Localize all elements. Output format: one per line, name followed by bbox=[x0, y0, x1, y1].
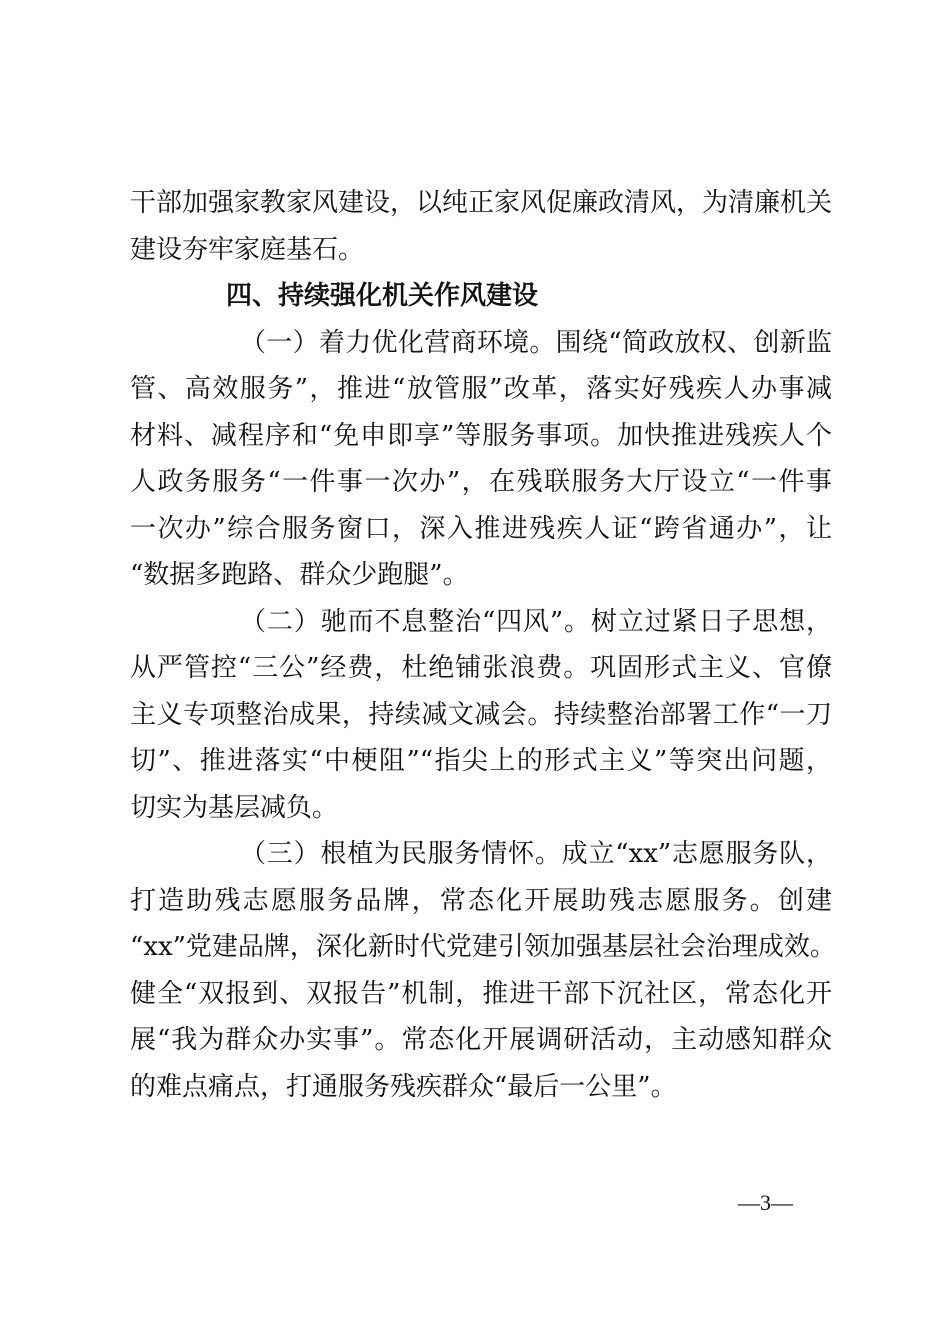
text-line: （一）着力优化营商环境。围绕“简政放权、创新监 bbox=[240, 327, 832, 358]
paragraph bbox=[130, 599, 832, 832]
text-line: “xx”党建品牌，深化新时代党建引领加强基层社会治理成效。 bbox=[130, 932, 836, 962]
text-line: 从严管控“三公”经费，杜绝铺张浪费。巩固形式主义、官僚 bbox=[130, 653, 832, 683]
paragraph bbox=[130, 180, 832, 273]
text-line: 主义专项整治成果，持续减文减会。持续整治部署工作“一刀 bbox=[130, 699, 832, 730]
text-line: 人政务服务“一件事一次办”，在残联服务大厅设立“一件事 bbox=[130, 467, 832, 497]
text-line: （二）驰而不息整治“四风”。树立过紧日子思想， bbox=[240, 606, 832, 637]
text-line: 建设夯牢家庭基石。 bbox=[130, 234, 365, 265]
text-line: 管、高效服务”，推进“放管服”改革，落实好残疾人办事减 bbox=[130, 374, 832, 404]
text-line: 一次办”综合服务窗口，深入推进残疾人证“跨省通办”，让 bbox=[130, 513, 832, 544]
text-line: 打造助残志愿服务品牌，常态化开展助残志愿服务。创建 bbox=[130, 885, 832, 916]
text-line: （三）根植为民服务情怀。成立“xx”志愿服务队， bbox=[240, 839, 832, 869]
document-body bbox=[130, 180, 836, 1110]
page-number: —3— bbox=[738, 1190, 793, 1215]
text-line: 切”、推进落实“中梗阻”“指尖上的形式主义”等突出问题， bbox=[130, 746, 832, 776]
text-line: 健全“双报到、双报告”机制，推进干部下沉社区，常态化开 bbox=[130, 978, 832, 1009]
text-line: 材料、减程序和“免申即享”等服务事项。加快推进残疾人个 bbox=[130, 420, 832, 451]
paragraph bbox=[130, 831, 836, 1110]
text-line: 的难点痛点，打通服务残疾群众“最后一公里”。 bbox=[130, 1071, 677, 1102]
paragraph bbox=[130, 320, 832, 599]
section-heading: 四、持续强化机关作风建设 bbox=[226, 281, 539, 311]
text-line: “数据多跑路、群众少跑腿”。 bbox=[130, 560, 469, 590]
text-line: 干部加强家教家风建设，以纯正家风促廉政清风，为清廉机关 bbox=[130, 188, 833, 218]
text-line: 切实为基层减负。 bbox=[130, 792, 339, 823]
text-line: 展“我为群众办实事”。常态化开展调研活动，主动感知群众 bbox=[130, 1025, 832, 1055]
